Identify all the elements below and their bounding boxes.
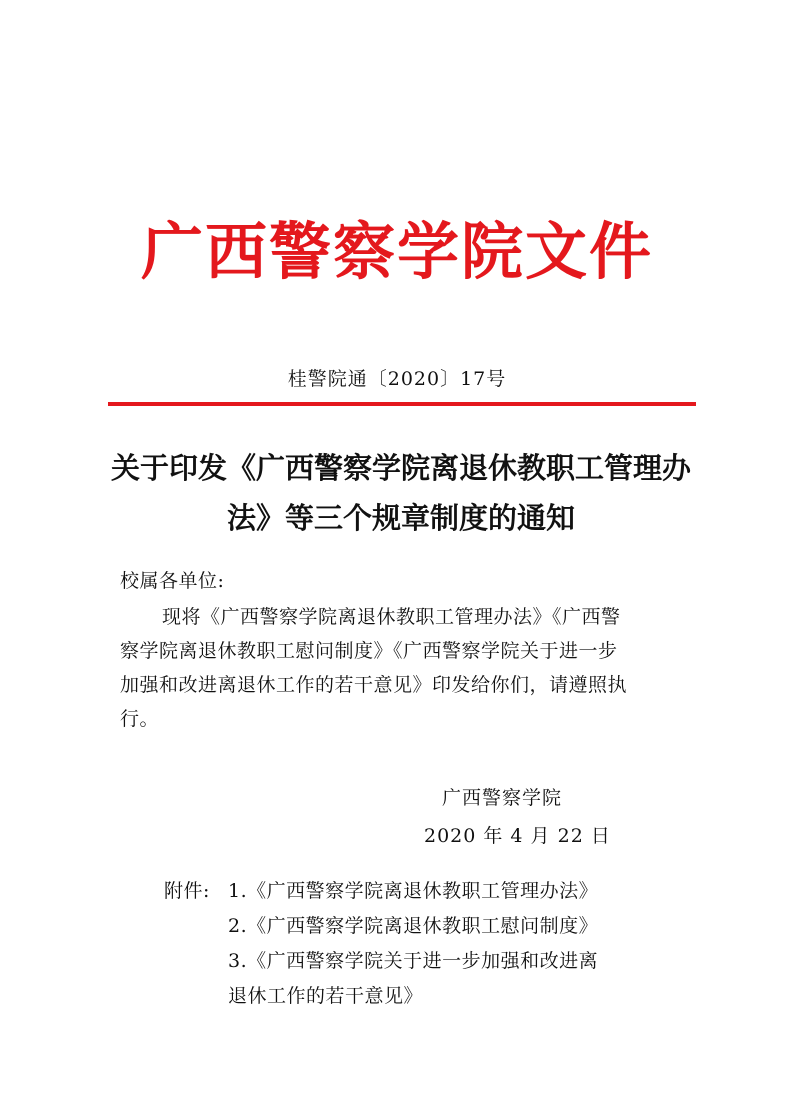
attachment-row-3-continued — [164, 979, 598, 1014]
document-number: 桂警院通〔2020〕17号 — [287, 368, 507, 390]
subject-title-line-1: 关于印发《广西警察学院离退休教职工管理办 — [110, 451, 691, 485]
attachment-row-1 — [164, 874, 598, 909]
attachment-row-3 — [164, 944, 598, 979]
salutation: 校属各单位: — [120, 570, 225, 592]
body-paragraph — [120, 600, 700, 736]
paragraph-line-2: 察学院离退休教职工慰问制度》《广西警察学院关于进一步 — [120, 640, 618, 662]
paragraph-line-3: 加强和改进离退休工作的若干意见》印发给你们，请遵照执 — [120, 674, 628, 696]
attachment-item-2: 2.《广西警察学院离退休教职工慰问制度》 — [228, 915, 599, 937]
document-header-title: 广西警察学院文件 — [140, 215, 653, 288]
attachment-item-3-continuation: 退休工作的若干意见》 — [228, 985, 424, 1007]
attachments-section — [164, 874, 598, 1014]
attachment-row-2 — [164, 909, 598, 944]
subject-title-line-2: 法》等三个规章制度的通知 — [226, 501, 575, 535]
attachments-label: 附件: — [164, 880, 210, 902]
signature-org: 广西警察学院 — [442, 787, 563, 809]
paragraph-line-1: 现将《广西警察学院离退休教职工管理办法》《广西警 — [162, 606, 621, 628]
attachment-item-3: 3.《广西警察学院关于进一步加强和改进离 — [228, 950, 599, 972]
attachment-item-1: 1.《广西警察学院离退休教职工管理办法》 — [228, 880, 599, 902]
subject-title — [96, 443, 706, 543]
paragraph-line-4: 行。 — [120, 708, 160, 730]
red-divider-line — [108, 402, 696, 406]
signature-date: 2020 年 4 月 22 日 — [424, 825, 611, 847]
